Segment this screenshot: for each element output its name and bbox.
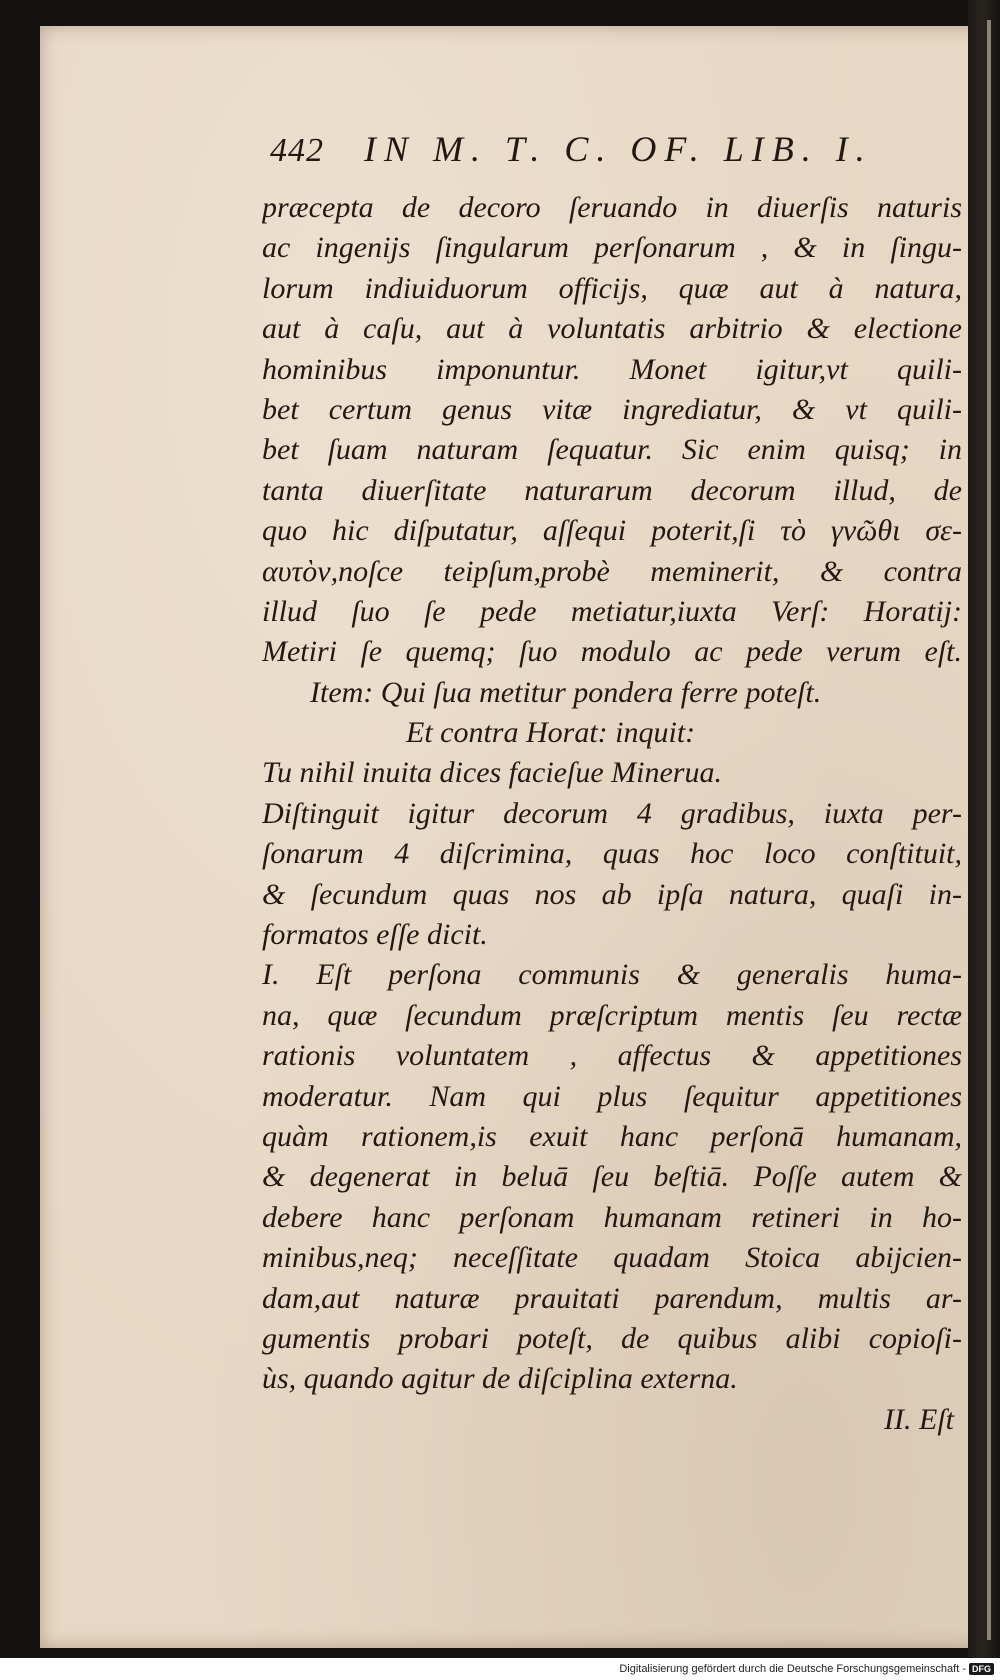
page-edge: [968, 0, 1000, 1658]
text-line: ac ingenijs ſingularum perſonarum , & in ſingu-: [262, 231, 962, 265]
catchword: II. Eſt: [884, 1402, 954, 1436]
page-number: 442: [270, 132, 324, 169]
text-line: aut à caſu, aut à voluntatis arbitrio & electione: [262, 312, 962, 346]
text-line: quàm rationem,is exuit hanc perſonā humanam,: [262, 1119, 962, 1153]
text-line: bet ſuam naturam ſequatur. Sic enim quisq; in: [262, 433, 962, 467]
text-line: gumentis probari poteſt, de quibus alibi copioſi-: [262, 1321, 962, 1355]
page-edge-strip: [987, 20, 991, 1640]
text-line: rationis voluntatem , affectus & appetitiones: [262, 1039, 962, 1073]
text-line: moderatur. Nam qui plus ſequitur appetitiones: [262, 1079, 962, 1113]
text-line: lorum indiuiduorum officijs, quæ aut à natura,: [262, 271, 962, 305]
footer-credit: Digitalisierung gefördert durch die Deutsche Forschungsgemeinschaft -: [619, 1663, 966, 1675]
quote-line: Et contra Horat: inquit:: [406, 716, 696, 750]
running-title: IN M. T. C. OF. LIB. I.: [364, 129, 873, 169]
text-line: & degenerat in beluā ſeu beſtiā. Poſſe autem &: [262, 1160, 962, 1194]
text-line: αυτὸν,noſce teipſum,probè meminerit, & contra: [262, 554, 962, 588]
text-line: illud ſuo ſe pede metiatur,iuxta Verſ: Horatij:: [262, 594, 962, 628]
text-line: bet certum genus vitæ ingrediatur, & vt quili-: [262, 392, 962, 426]
text-line: debere hanc perſonam humanam retineri in ho-: [262, 1200, 962, 1234]
text-line: minibus,neq; neceſſitate quadam Stoica abijcien-: [262, 1241, 962, 1275]
digitization-footer: [0, 1658, 1000, 1680]
text-line: Diſtinguit igitur decorum 4 gradibus, iuxta per-: [262, 796, 962, 830]
text-line: præcepta de decoro ſeruando in diuerſis naturis: [262, 191, 962, 224]
text-line: & ſecundum quas nos ab ipſa natura, quaſi in-: [262, 877, 962, 911]
running-head: [270, 128, 960, 178]
dfg-logo: DFG: [969, 1663, 994, 1675]
text-line: tanta diuerſitate naturarum decorum illud, de: [262, 473, 962, 507]
quote-line: Item: Qui ſua metitur pondera ferre poteſt.: [310, 675, 822, 709]
text-line: ſonarum 4 diſcrimina, quas hoc loco conſtituit,: [262, 837, 962, 871]
body-text: [262, 188, 962, 1440]
text-line: ùs, quando agitur de diſciplina externa.: [262, 1362, 738, 1396]
text-line: formatos eſſe dicit.: [262, 918, 488, 952]
text-line: na, quæ ſecundum præſcriptum mentis ſeu rectæ: [262, 998, 962, 1032]
text-line: I. Eſt perſona communis & generalis huma-: [262, 958, 962, 992]
text-line: dam,aut naturæ prauitati parendum, multis ar-: [262, 1281, 962, 1315]
quote-line: Tu nihil inuita dices facieſue Minerua.: [262, 756, 722, 790]
text-line: quo hic diſputatur, aſſequi poterit,ſi τὸ γνῶθι σε-: [262, 514, 962, 548]
text-line: Metiri ſe quemq; ſuo modulo ac pede verum eſt.: [262, 635, 962, 669]
text-line: hominibus imponuntur. Monet igitur,vt quili-: [262, 352, 962, 386]
